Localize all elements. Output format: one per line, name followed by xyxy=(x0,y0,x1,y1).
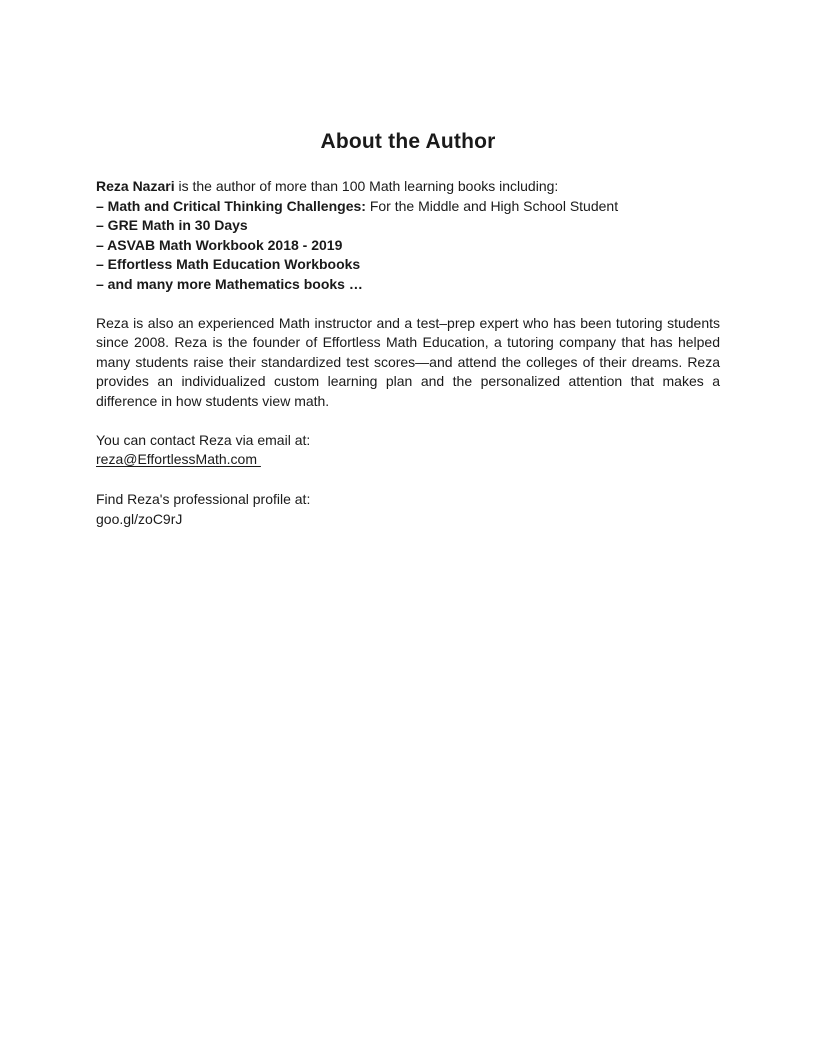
contact-email-line xyxy=(96,450,720,470)
author-name: Reza Nazari xyxy=(96,178,175,194)
intro-rest: is the author of more than 100 Math learning books including: xyxy=(174,178,559,194)
contact-profile-block xyxy=(96,490,720,529)
book-list-item xyxy=(96,236,720,256)
page-title: About the Author xyxy=(320,130,496,153)
book-list xyxy=(96,197,720,295)
book-title: – GRE Math in 30 Days xyxy=(96,217,248,233)
book-list-item xyxy=(96,216,720,236)
bio-paragraph: Reza is also an experienced Math instructor and a test–prep expert who has been tutoring students since 2008. Reza is the founder of Effortless Math Education, a tutoring company that has helped many students raise their standardized test scores—and attend the colleges of their dreams. Reza provides an individualized custom learning plan and the personalized attention that makes a difference in how students view math. xyxy=(96,314,720,409)
profile-label: Find Reza's professional profile at: xyxy=(96,491,311,507)
book-list-item xyxy=(96,197,720,217)
book-list-item xyxy=(96,255,720,275)
book-title: – Effortless Math Education Workbooks xyxy=(96,256,361,272)
email-link[interactable]: reza@EffortlessMath.com xyxy=(96,451,258,467)
intro-line xyxy=(96,177,720,197)
book-title: – Math and Critical Thinking Challenges: xyxy=(96,197,366,214)
book-title: – and many more Mathematics books … xyxy=(96,275,363,292)
book-subtitle: For the Middle and High School Student xyxy=(365,197,619,214)
profile-url: goo.gl/zoC9rJ xyxy=(96,510,183,527)
contact-email-label: You can contact Reza via email at: xyxy=(96,431,311,448)
book-title: – ASVAB Math Workbook 2018 - 2019 xyxy=(96,236,343,253)
book-list-item xyxy=(96,275,720,295)
intro-block xyxy=(96,177,720,294)
contact-email-block xyxy=(96,431,720,470)
